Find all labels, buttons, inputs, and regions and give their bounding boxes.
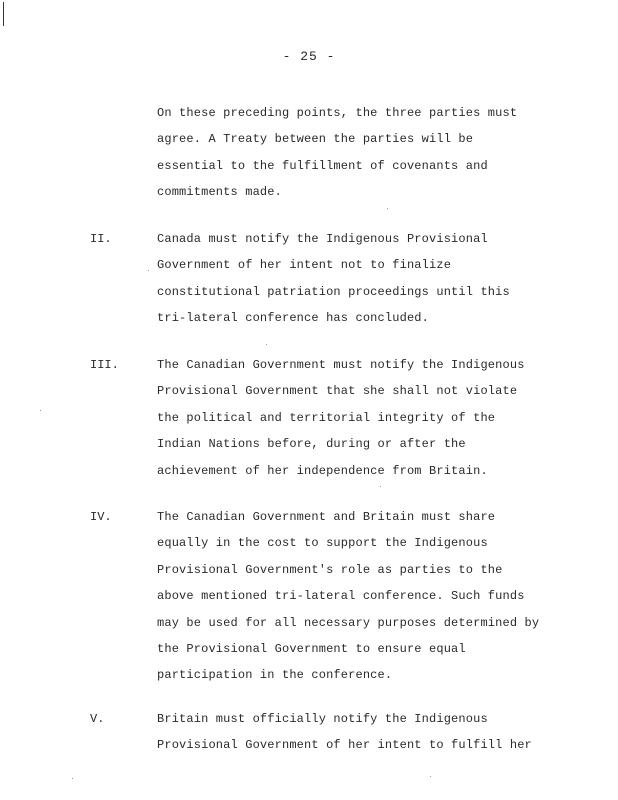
intro-line: commitments made. bbox=[157, 185, 282, 200]
scan-speck bbox=[380, 486, 381, 487]
section-numeral-v: V. bbox=[90, 712, 105, 726]
intro-line: On these preceding points, the three parties must bbox=[157, 106, 518, 120]
section-line: the political and territorial integrity of the bbox=[157, 410, 496, 425]
section-line: participation in the conference. bbox=[157, 668, 393, 683]
section-iv-paragraph bbox=[157, 504, 577, 689]
scan-speck bbox=[148, 270, 149, 271]
scan-speck bbox=[387, 208, 388, 209]
section-v-paragraph bbox=[157, 706, 577, 759]
section-line: The Canadian Government and Britain must share bbox=[157, 510, 496, 524]
intro-line: agree. A Treaty between the parties will be bbox=[157, 132, 474, 147]
section-line: tri-lateral conference has concluded. bbox=[157, 311, 429, 326]
section-line: achievement of her independence from Britain. bbox=[157, 463, 488, 478]
section-line: Provisional Government's role as parties to the bbox=[157, 562, 503, 577]
intro-paragraph bbox=[157, 100, 577, 206]
section-line: constitutional patriation proceedings until this bbox=[157, 284, 510, 299]
section-numeral-iv: IV. bbox=[90, 510, 112, 524]
section-line: Provisional Government that she shall not violate bbox=[157, 384, 518, 399]
section-line: equally in the cost to support the Indigenous bbox=[157, 536, 488, 551]
section-line: Canada must notify the Indigenous Provisional bbox=[157, 232, 488, 246]
section-line: The Canadian Government must notify the Indigenous bbox=[157, 358, 525, 372]
section-line: Government of her intent not to finalize bbox=[157, 258, 452, 273]
intro-line: essential to the fulfillment of covenants and bbox=[157, 158, 488, 173]
scan-speck bbox=[72, 778, 73, 779]
section-line: the Provisional Government to ensure equal bbox=[157, 642, 466, 657]
scan-speck bbox=[430, 776, 431, 777]
section-line: Provisional Government of her intent to fulfill her bbox=[157, 738, 532, 753]
section-line: above mentioned tri-lateral conference. Such funds bbox=[157, 589, 525, 604]
page-number: - 25 - bbox=[282, 49, 336, 64]
section-line: Indian Nations before, during or after the bbox=[157, 437, 466, 452]
section-numeral-ii: II. bbox=[90, 232, 112, 246]
section-numeral-iii: III. bbox=[90, 358, 119, 372]
section-line: may be used for all necessary purposes determined by bbox=[157, 615, 540, 630]
scan-speck bbox=[40, 410, 41, 411]
section-line: Britain must officially notify the Indigenous bbox=[157, 712, 488, 726]
section-iii-paragraph bbox=[157, 352, 577, 484]
section-ii-paragraph bbox=[157, 226, 577, 332]
scan-margin-mark bbox=[3, 2, 4, 26]
scan-speck bbox=[266, 344, 267, 345]
